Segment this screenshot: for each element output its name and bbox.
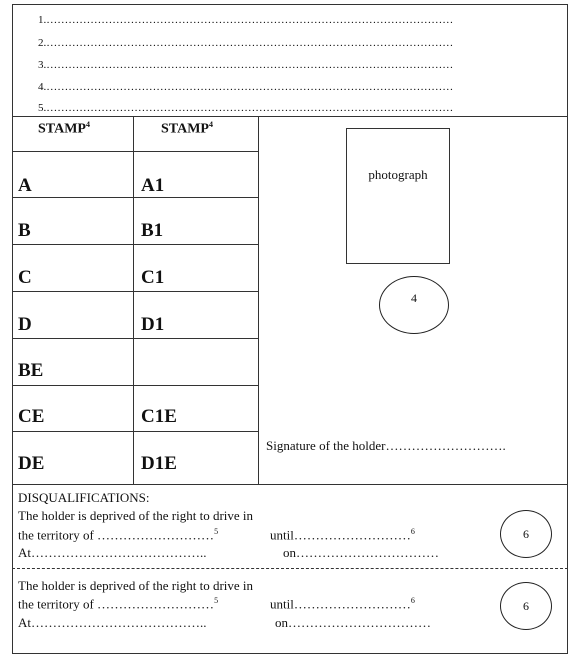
territory-note: 5 [214,527,219,536]
category-row-line [12,385,258,386]
stamp-header-right [161,120,213,138]
dashed-separator [12,568,568,569]
disqualification-stamp-circle [500,582,552,630]
territory-note: 5 [214,596,219,605]
at-field: At………………………………….. [18,615,207,630]
category-CE: CE [18,406,45,427]
numbered-line-5: 5.………………………………………………………………………………………………… [38,102,454,114]
stamp-circle-label: 4 [411,291,417,305]
territory-field: the territory of ……………………… [18,596,215,612]
disqualification-text: The holder is deprived of the right to drive in [18,578,254,593]
divider-vertical-main [258,116,259,484]
divider-disqualifications [12,484,568,485]
category-row-line [12,291,258,292]
category-A: A [18,175,32,196]
stamp-header-text: STAMP [38,121,86,137]
territory-line [18,596,218,612]
divider-top [12,116,568,117]
category-DE: DE [18,453,45,474]
until-note: 6 [410,596,415,605]
until-note: 6 [410,527,415,536]
stamp-header-left [38,120,90,138]
category-row-line [12,151,258,152]
category-D1: D1 [141,314,165,335]
until-line [270,596,415,612]
disqualification-stamp-circle [500,510,552,558]
category-BE: BE [18,360,44,381]
category-row-line [12,338,258,339]
stamp-header-note: 4 [85,120,90,129]
category-B1: B1 [141,220,164,241]
numbered-line-1: 1.………………………………………………………………………………………………… [38,14,454,26]
disqualifications-heading: DISQUALIFICATIONS: [18,490,150,505]
photograph-box [346,128,450,264]
circle-label: 6 [523,598,529,613]
stamp-circle [379,276,449,334]
until-line [270,527,415,543]
photograph-label: photograph [368,167,428,182]
category-row-line [12,244,258,245]
signature-line: Signature of the holder………………………. [266,438,506,453]
category-row-line [12,431,258,432]
divider-vertical-categories [133,116,134,484]
circle-label: 6 [523,526,529,541]
on-field: on…………………………… [275,615,431,630]
category-A1: A1 [141,175,165,196]
stamp-header-text: STAMP [161,121,209,137]
disqualification-text: The holder is deprived of the right to drive in [18,508,254,523]
numbered-line-4: 4.………………………………………………………………………………………………… [38,81,454,93]
stamp-header-note: 4 [208,120,213,129]
territory-field: the territory of ……………………… [18,527,215,543]
on-field: on…………………………… [283,545,439,560]
numbered-line-2: 2.………………………………………………………………………………………………… [38,37,454,49]
numbered-line-3: 3.………………………………………………………………………………………………… [38,59,454,71]
territory-line [18,527,218,543]
category-D1E: D1E [141,453,177,474]
category-C: C [18,267,32,288]
category-B: B [18,220,31,241]
category-D: D [18,314,32,335]
category-C1E: C1E [141,406,177,427]
until-field: until……………………… [270,596,411,612]
until-field: until……………………… [270,527,411,543]
category-row-line [12,197,258,198]
at-field: At………………………………….. [18,545,207,560]
category-C1: C1 [141,267,165,288]
